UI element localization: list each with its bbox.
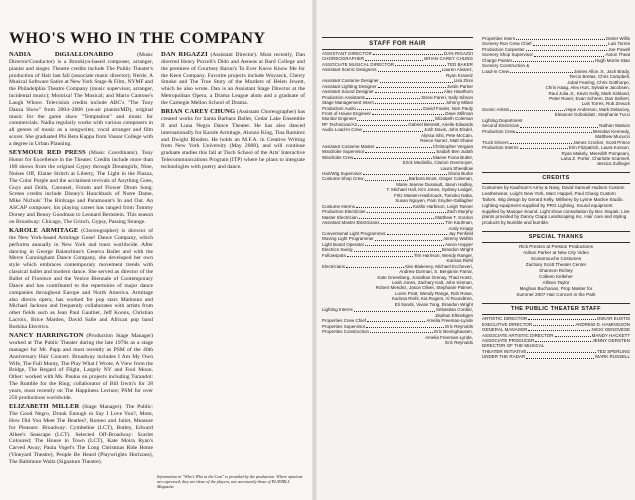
credit-role: ASSOCIATE MUSICAL DIRECTOR: [322, 61, 395, 67]
credit-name: T. Michael Hall, Kim Jones, Sydney Ledger,: [386, 187, 473, 193]
thanks-line: Allison Taylor: [542, 280, 570, 286]
credit-name: DAN RIGAZZI: [444, 51, 473, 56]
leader-dots: [516, 39, 605, 40]
credit-name: Lana Z. Porter, Charlotte Scannell,: [560, 155, 630, 161]
leader-dots: [555, 336, 591, 337]
staff-title: STAFF FOR HAIR: [369, 40, 426, 47]
credit-name: BRIAN CAREY CHUNG: [424, 56, 473, 62]
leader-dots: [357, 109, 422, 110]
leader-dots: [359, 218, 434, 219]
leader-dots: [528, 319, 596, 320]
credit-role: Costume Interns: [322, 203, 356, 209]
credit-name: MARK RUSSELL: [595, 354, 630, 360]
divider: [322, 49, 473, 50]
leader-dots: [367, 212, 446, 213]
credit-name: Amelia Freeman-Lynde: [426, 318, 473, 324]
credit-name: TED BAKER: [447, 61, 473, 67]
public-staff-list: [482, 316, 630, 360]
credit-name: Matthew T. Gordon: [435, 214, 473, 220]
credit-name: James Crocker, Scott Prince: [573, 139, 630, 145]
leader-dots: [363, 174, 447, 175]
credit-role: Production Interns: [482, 145, 519, 151]
leader-dots: [526, 50, 607, 51]
divider: [322, 37, 473, 38]
credits-text: Costumes by Kaufman's Army & Navy, David Samuel Hudson Custom Leatherwear, Luigi's New York, Marc Happel, Paul Chang Custom Tailors. Wig design by Gerard Kelly. Millinery by Lynne Mackie Studio. Lighting equipment supplied by PRG Lighting. Sound equipment supplied by Masque Sound. Light show consultation by Bec Stupak. Live plants provided by Danny Clapp Landscaping Inc. Hair care and styling products by Bumble and bumble.: [482, 184, 630, 226]
bio-name: NANCY HARRINGTON: [9, 332, 84, 340]
credit-name: Johnny Milani: [445, 100, 473, 106]
credit-role: Assistant Master Electricians: [322, 220, 380, 226]
credit-role: DIRECTOR OF THE MUSICAL: [482, 343, 545, 349]
credit-role: Second Electrician: [482, 123, 520, 129]
credit-name: Loren Pratt, Wendy Range, Rob Rowe,: [395, 290, 473, 296]
credit-role: ASSOCIATE PRODUCER: [482, 338, 535, 344]
leader-dots: [373, 54, 443, 55]
credit-name: Jay Penfield: [448, 230, 473, 236]
credit-role: Stage Management Intern: [322, 100, 375, 106]
credit-name: Aaron Theat: [605, 52, 630, 58]
bio-text: (Stage Manager). The Public: The Good Negro, Drunk Enough to Say I Love You?, Mom, How Did You Meet The Beatles?, Romeo and Juliet, Measure for Pleasure. Broadway: Cymbeline (LCT), Butley, Edward Albee's Seascape (LCT). Selected Off-Broadway: Scarlet Coloured; The House in Town (LCT), Kate Moira Ryan's Carved Away; Paula Vogel's The Long Christmas Ride Home (Vineyard Theatre), People Be Heard (Playwrights Horizons), The Baltimore Waltz (Signature Theatre).: [9, 404, 153, 465]
leader-dots: [347, 256, 413, 257]
credit-name: Zach Murphy: [446, 209, 473, 215]
bio-entry: [161, 109, 305, 171]
credit-role: Scenery Shop Supervisor: [482, 52, 534, 58]
credit-name: David Fowler, Nick Pauly: [423, 105, 473, 111]
leader-dots: [534, 56, 604, 57]
leader-dots: [372, 114, 444, 115]
credit-name: Alyssa Ishii, Pete McCain,: [420, 132, 473, 138]
divider: [482, 172, 630, 173]
leader-dots: [363, 131, 423, 132]
credit-role: Conventional Light Programmer: [322, 230, 386, 236]
credit-role: Light Board Operator: [322, 241, 365, 247]
leader-dots: [520, 127, 598, 128]
left-page: [0, 0, 312, 500]
credit-name: Alex Hawthorn: [443, 89, 473, 95]
bio-name: BRIAN CAREY CHUNG: [161, 108, 236, 116]
leader-dots: [375, 240, 443, 241]
credit-name: Laura Sheedlow: [440, 165, 473, 171]
bio-name: KAROLE ARMITAGE: [9, 227, 79, 235]
credit-row: [322, 340, 473, 345]
credit-name: Christopher Vergara: [432, 143, 473, 149]
credit-role: THEATER INITIATIVE: [482, 348, 527, 354]
leader-dots: [516, 132, 592, 133]
leader-dots: [370, 332, 433, 333]
credit-name: Aaron Hopper: [444, 241, 473, 247]
credit-name: Jubal Fearing, Chris Gotthorpe,: [567, 79, 630, 85]
credit-name: Tim Harrison, Wendy Ranger,: [413, 252, 473, 258]
bio-entry: [9, 404, 153, 466]
credit-name: Gloria Burke: [447, 170, 473, 176]
divider: [482, 242, 630, 243]
credit-role: ASSOCIATE ARTISTIC DIRECTOR: [482, 332, 554, 338]
credit-name: Susan Nguyen, Pam Snyder-Gallagher: [395, 198, 473, 204]
staff-column-left: [322, 36, 473, 496]
credit-name: Eleanore Gobolulatz, Stephanie Tucci: [554, 112, 630, 118]
bio-text: (Music Director/Conductor) is a Brooklyn-based composer, arranger, pianist and singer. Theatre credits include The Public Theater's production of Hair last fall (associate music director); Nerds: A Musical Software Satire at New York Stage & Film, NYMF and the Philadelphia Theatre Company (music supervisor, arranger, incidental music); Momixa! The Musical; and Mario Cantone's Laugh Whore. Television credits include ABC's "The Tony Danza Show" from 2004–2006 (on-air pianist/MD), original music for the game show "Temptation" and music for commercials. Nadia regularly works with various composers in all genres of music as a songwriter, vocal arranger and film scorer. She graduated Phi Beta Kappa from Vassar College with a degree in Urban Planning.: [9, 52, 153, 147]
credit-name: James Allon Jr., Jack Brady,: [574, 68, 630, 74]
thanks-line: Meghan Buchanan, Prop Master for: [519, 286, 593, 292]
credit-name: MANDY HACKETT: [591, 332, 630, 338]
leader-dots: [528, 330, 590, 331]
credit-role: Properties Construction: [322, 329, 370, 335]
credit-role: Properties Supervisor: [322, 323, 366, 329]
credit-role: Followspots: [322, 252, 346, 258]
leader-dots: [510, 72, 573, 73]
bio-name: NADIA DiGIALLONARDO: [9, 52, 114, 58]
credit-name: Lisa Zinni: [453, 78, 473, 84]
bios-columns: [9, 52, 305, 472]
leader-dots: [375, 92, 443, 93]
leader-dots: [533, 325, 574, 326]
credit-name: Ryan Makely, Meredith Pompeani,: [561, 150, 630, 156]
leader-dots: [354, 158, 432, 159]
credit-role: Front of House Engineer: [322, 110, 372, 116]
credit-role: Electricians: [322, 263, 346, 269]
credit-name: Lauren Alvarez,: [441, 67, 473, 73]
leader-dots: [366, 327, 444, 328]
credit-role: Moving Light Programmer: [322, 236, 374, 242]
credit-role: Load-In Crew: [482, 68, 510, 74]
credit-name: Sebastian Cordier,: [435, 307, 473, 313]
leader-dots: [381, 223, 445, 224]
credit-name: Saidah Ben Judah: [436, 149, 473, 155]
divider: [482, 314, 630, 315]
credit-role: Audio Load-In Crew: [322, 127, 362, 133]
footnote: Information in "Who's Who in the Cast" is provided by the production. Where opinions are expressed, they are those of the players, not necessarily those of PLAYBILL Magazine.: [157, 474, 303, 489]
leader-dots: [365, 245, 444, 246]
credit-name: Nathan Watson: [599, 123, 630, 129]
credit-name: Elizabeth Coleman: [435, 116, 473, 122]
staff-list: [322, 51, 473, 345]
credit-role: Scenic Artists: [482, 106, 510, 112]
leader-dots: [513, 61, 593, 62]
credit-role: Production Electrician: [322, 209, 366, 215]
leader-dots: [356, 207, 412, 208]
credit-name: Ryan Kravetz: [445, 72, 473, 78]
leader-dots: [354, 311, 435, 312]
credit-name: ANDREW D. HAMINGSON: [575, 321, 630, 327]
credit-role: Electrics Swing: [322, 247, 353, 253]
credit-role: UNDER THE RADAR: [482, 354, 526, 360]
credit-name: Andy Knapp: [448, 225, 473, 231]
leader-dots: [380, 82, 453, 83]
bio-entry: [9, 150, 153, 225]
divider: [482, 303, 630, 304]
bio-entry: [9, 228, 153, 331]
credit-name: JENNY GERSTEN: [592, 338, 630, 344]
bio-name: SEYMOUR RED PRESS: [9, 149, 86, 157]
credit-role: Scenery Run Crew Chief: [482, 41, 532, 47]
public-staff-title: THE PUBLIC THEATER STAFF: [511, 306, 601, 313]
credit-name: Jeremy Wahlin: [443, 236, 473, 242]
bio-text: (Production Stage Manager) worked at The Public Theater during the late 1970s as a stage manager for Mr. Papp and most recently as PSM of the 40th Anniversary Hair Concert. Broadway includes I Am My Own Wife, The Full Monty, The Play What I Wrote, A View from the Bridge, The Regard of Flight, Largely NY and Fool Moon. Other: worked with Ms. Paulus on projects including Turandot: The Rumble for the Ring; collaborator of Bill Irwin's for 28 years, most recently on The Happiness Lecture; PSM for over 250 productions worldwide.: [9, 333, 153, 401]
credit-name: Tim Kaufman,: [445, 220, 473, 226]
credit-name: Josh Davis, John Elsdel,: [423, 127, 473, 133]
credit-name: Dieter Willis: [606, 36, 630, 41]
bio-name: DAN RIGAZZI: [161, 52, 208, 58]
bio-entry: [9, 52, 153, 148]
credit-role: ARTISTIC DIRECTOR: [482, 316, 528, 322]
leader-dots: [346, 267, 404, 268]
leader-dots: [366, 98, 420, 99]
credit-role: Properties Crew Chief: [322, 318, 367, 324]
credit-role: ASSISTANT DIRECTOR: [322, 51, 372, 56]
credit-name: Andrew Dorman, S. Benjamin Farrar,: [399, 269, 473, 275]
credit-role: Assistant Costume Designer: [322, 78, 379, 84]
credit-name: Barbara Brust, Ginger Coleman,: [408, 176, 473, 182]
credit-name: Luis Torres, Rob Zevuck: [581, 101, 630, 107]
credit-row: [482, 354, 630, 359]
credit-role: Wardrobe Supervisor: [322, 149, 365, 155]
credit-role: Scenery Construction &: [482, 63, 530, 69]
credit-name: Luis Torres: [608, 41, 630, 47]
credit-role: Lighting Interns: [322, 307, 353, 313]
leader-dots: [365, 60, 423, 61]
credit-role: RF Technician/A2: [322, 121, 358, 127]
credit-name: Kate Greenberg, Jonathan Grenay, Thad Hontz,: [377, 274, 473, 280]
credit-role: CHOREOGRAPHER: [322, 56, 365, 62]
credit-name: Zephan Eltinebgen: [435, 312, 473, 318]
credit-name: Reece Nunez, Matt Shane: [420, 138, 473, 144]
credit-name: Matthew Mucucci: [595, 134, 630, 140]
credit-name: Eli Sands, Vivian Tong, Brandon Wright: [394, 301, 473, 307]
leader-dots: [365, 152, 435, 153]
credit-role: Wardrobe Crew: [322, 154, 354, 160]
leader-dots: [535, 341, 591, 342]
credit-name: Raul Julia Jr., Kevin Kelly, Mark Kirkland,: [548, 90, 630, 96]
bio-entry: [9, 333, 153, 401]
thanks-line: Shannon Richey: [539, 268, 573, 274]
credit-name: Eric Reynolds: [445, 323, 473, 329]
credit-role: EXECUTIVE DIRECTOR: [482, 321, 533, 327]
leader-dots: [520, 148, 568, 149]
credit-name: Gabriel Bennett, Arielle Edwards: [408, 121, 473, 127]
credit-name: Hope Anderson, Mark Delancey,: [565, 106, 630, 112]
credit-role: Costume Shop Crew: [322, 176, 364, 182]
credit-name: Justin Partier: [446, 83, 473, 89]
leader-dots: [395, 65, 446, 66]
thanks-line: Scaramouche Costumes: [530, 256, 582, 262]
credit-name: Erin Fitzpatrick, Laura Kosson,: [568, 145, 630, 151]
credit-role: Assistant Scenic Designers: [322, 67, 377, 73]
credit-name: Karissa Riehl, Kia Rogers, Al Roundtree,: [391, 296, 473, 302]
credit-name: Eric Reynolds: [445, 340, 473, 346]
bio-text: (Choreographer) is director of the New York-based Armitage Gone! Dance Company, which performs annually in New York and tours worldwide. After dancing in George Balanchine's Geneva Ballet and with the Merce Cunningham Dance Company, she developed her own style which embraces contemporary movement trends with classical ballet and modern dance. She served as director of the Ballet of Florence and the Venice Biennale of Contemporary Dance and has contributed to the repertoires of major dance companies throughout Europe and North America. Armitage also directs opera, has worked for pop stars Madonna and Michael Jackson and frequently collaborates with artists from other fields such as Jean Paul Gaultier, Jeff Koons, Christian Lacroix, Brice Marden, David Salle and African pop band Burkina Electrics.: [9, 228, 153, 330]
credit-name: Brendan Kennedy,: [593, 128, 630, 134]
leader-dots: [510, 143, 573, 144]
credit-role: Assistant Sound Designer: [322, 89, 374, 95]
credit-name: Joe Powell: [608, 46, 630, 52]
thanks-line: Adrian Parker at New City Video: [523, 250, 589, 256]
page-title: WHO'S WHO IN THE COMPANY: [9, 30, 266, 47]
special-thanks-title: SPECIAL THANKS: [528, 234, 584, 241]
credit-name: Robert Mendez, Jason Oliver, Stephanie Palmer,: [375, 285, 473, 291]
leader-dots: [378, 87, 446, 88]
special-thanks-list: [482, 244, 630, 298]
credit-name: Maeve Fiona Butler,: [432, 154, 473, 160]
right-page: [317, 0, 635, 500]
credit-role: Master Electrician: [322, 214, 358, 220]
bio-name: ELIZABETH MILLER: [9, 403, 80, 411]
credit-name: Jessica Zullinger: [596, 161, 630, 167]
credit-name: Tercio Bretas, Chris Campbell,: [569, 74, 630, 80]
credit-name: Brandon Wright: [441, 247, 473, 253]
thanks-line: Rick Preston at Preston Productions: [519, 244, 593, 250]
bio-text: (Music Coordinator). Tony Honor for Excellence in the Theater. Credits include more than 100 shows from the original Gypsy through Dreamgirls, Nine, Noises Off, Elaine Stritch at Liberty, The Light in the Piazza, The Color Purple and the acclaimed revivals of Anything Goes, Guys and Dolls, Carousel, Forum and Flower Drum Song. Screen credits include Disney's Hunchback of Notre Dame, Mike Nichols' The Birdcage and Paramount's In and Out. An ASCAP composer, his playing career has ranged from Tommy Dorsey and Benny Goodman to Leonard Bernstein. This season on Broadway: Chicago, The Grinch, Gypsy, Passing Strange.: [9, 150, 153, 225]
credit-name: Karissa Riehl: [446, 258, 473, 264]
credit-name: Chris Haag, Alex Hurt, Sylvaine Jacobsen,: [545, 85, 630, 91]
bio-text: (Assistant Choreographer) has created works for Santa Barbara Ballet, Cedar Lake Ensemble II and Luna Negra Dance Theater. He has also danced internationally for Karole Armitage, Alonzo King, Tina Ramirez and Dwight Rhoden. He holds an M.F.A. in Creative Writing from New York University (May 2008), and will continue graduate studies this fall at Tisch School of the Arts' Interactive Telecommunications Program (ITP) where he plans to integrate technologies with poetry and dance.: [161, 109, 305, 170]
staff-column-right: [482, 36, 630, 496]
leader-dots: [510, 110, 565, 111]
credit-name: Amelia Freeman-Lynde,: [425, 334, 473, 340]
credit-role: Hair/Wig Supervisor: [322, 170, 363, 176]
credit-role: Production Assistants: [322, 94, 366, 100]
credit-name: Marie Jeanne Dussault, Jason Hadley,: [396, 181, 473, 187]
credit-role: GENERAL MANAGER: [482, 327, 528, 333]
thanks-line: Summer 2007 Hair Concert in the Park: [516, 292, 596, 298]
credit-name: Erick Medinilla, Clarion Overmoyer,: [402, 160, 473, 166]
divider: [482, 231, 630, 232]
credit-name: Steve Fareri, Sally Sibson: [421, 94, 473, 100]
credit-name: Leah Jones, Zachary Kalt, John Kinman,: [391, 280, 473, 286]
leader-dots: [358, 125, 407, 126]
staff-list-continued: [482, 36, 630, 167]
credit-role: Properties Intern: [482, 36, 516, 41]
credit-role: Assistant Lighting Designer: [322, 83, 377, 89]
thanks-line: Colleen Kelleher: [539, 274, 573, 280]
credit-name: Peter Ruser, Evan Schrem, Dan Siebert,: [549, 95, 630, 101]
credit-name: Alex Blakeney, Michael Eccheveri,: [404, 263, 473, 269]
credit-role: Monitor Engineer: [322, 116, 357, 122]
leader-dots: [357, 120, 434, 121]
leader-dots: [375, 103, 444, 104]
leader-dots: [378, 71, 441, 72]
credit-role: Production Carpenter: [482, 46, 525, 52]
divider: [482, 183, 630, 184]
leader-dots: [533, 45, 608, 46]
credit-name: OSKAR EUSTIS: [596, 316, 630, 322]
leader-dots: [354, 251, 441, 252]
credit-name: NICKI GENOVESE: [591, 327, 630, 333]
credit-role: Charge Painter: [482, 57, 513, 63]
leader-dots: [527, 352, 596, 353]
leader-dots: [365, 180, 408, 181]
leader-dots: [367, 321, 425, 322]
credit-name: Dave Stillman: [445, 110, 473, 116]
credits-title: CREDITS: [542, 174, 570, 181]
credit-name: Eric Bevinghausen,: [434, 329, 473, 335]
credit-role: Truck Drivers: [482, 139, 509, 145]
credit-role: Production Audio: [322, 105, 357, 111]
thanks-line: Zachary Scott Theater Center: [525, 262, 587, 268]
credit-name: Kaitlin Harbison, Leigh Tanner: [413, 203, 473, 209]
credit-name: Fritz Masten-Hasbrouck, Tomoko Naka,: [394, 192, 473, 198]
credit-role: Lighting Department: [482, 117, 523, 123]
leader-dots: [526, 358, 594, 359]
credit-role: Assistant Costume Master: [322, 143, 375, 149]
leader-dots: [387, 234, 448, 235]
credit-role: Production Crew: [482, 128, 516, 134]
credit-name: TED SPERLING: [596, 348, 630, 354]
bio-entry: [161, 52, 305, 107]
credit-name: Hugh Morris-Stan: [594, 57, 630, 63]
bio-text: (Assistant Director). Most recently, Dan directed Henry Purcell's Dido and Aeneas at Bard College and the premiere of Courtney Baron's To Ever Know Know Me for the Keen Company. Favorite projects include Woyzeck, Cherry Smoke and The True Story of the Murders of Helen Jewett, which he also wrote. Dan is an Assistant Stage Director at the Metropolitan Opera, a Drama League alum and a graduate of the Carnegie Mellon School of Drama.: [161, 52, 305, 106]
leader-dots: [376, 147, 432, 148]
